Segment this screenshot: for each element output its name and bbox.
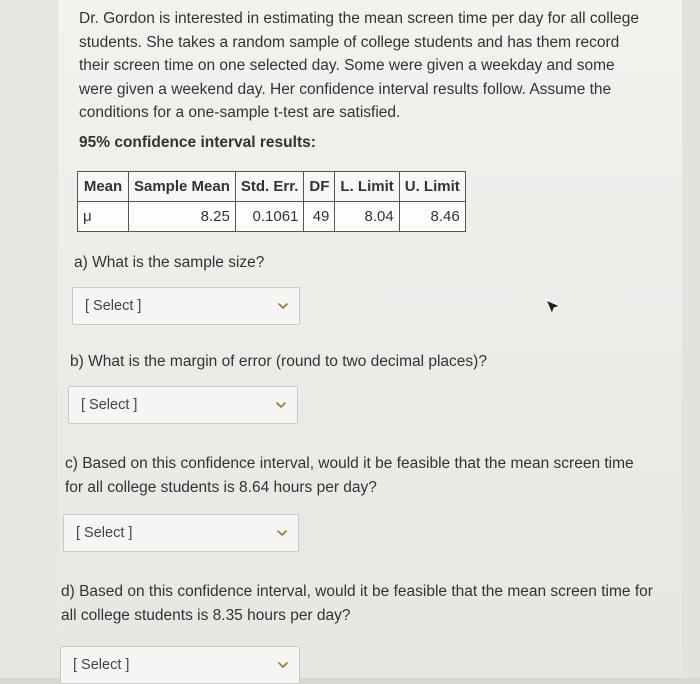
header-std-err: Std. Err. [235, 172, 304, 202]
select-question-d[interactable] [60, 646, 300, 684]
chevron-down-icon [276, 528, 288, 538]
select-b-label: [ Select ] [81, 397, 138, 413]
mouse-cursor-icon [543, 297, 563, 317]
chevron-down-icon [277, 301, 289, 311]
select-a-label: [ Select ] [85, 298, 142, 314]
cell-l-limit: 8.04 [335, 202, 399, 232]
cell-mean-symbol: μ [78, 202, 129, 232]
chevron-down-icon [277, 660, 289, 670]
select-question-a[interactable] [72, 287, 300, 325]
select-c-label: [ Select ] [76, 525, 133, 541]
header-l-limit: L. Limit [335, 172, 399, 202]
header-sample-mean: Sample Mean [129, 172, 236, 202]
select-d-label: [ Select ] [73, 657, 130, 673]
cell-sample-mean: 8.25 [129, 202, 236, 232]
select-question-b[interactable] [68, 386, 298, 424]
header-u-limit: U. Limit [399, 172, 465, 202]
header-df: DF [304, 172, 335, 202]
problem-intro: Dr. Gordon is interested in estimating the mean screen time per day for all college students. She takes a random sample of college students and has them record their screen time on one selected day. Some were given a weekday and some were given a weekend day. Her confidence interval results follow. Assume the conditions for a one-sample t-test are satisfied. [79, 10, 639, 121]
question-a: a) What is the sample size? [74, 254, 265, 271]
ci-results-table [77, 171, 466, 232]
cell-u-limit: 8.46 [399, 202, 465, 232]
table-header-row [78, 172, 466, 202]
question-d: d) Based on this confidence interval, would it be feasible that the mean screen time for all college students is 8.35 hours per day? [61, 583, 653, 624]
question-b: b) What is the margin of error (round to two decimal places)? [70, 353, 487, 370]
cell-std-err: 0.1061 [235, 202, 304, 232]
select-question-c[interactable] [63, 514, 299, 552]
header-mean: Mean [78, 172, 129, 202]
chevron-down-icon [275, 400, 287, 410]
cell-df: 49 [304, 202, 335, 232]
question-c: c) Based on this confidence interval, would it be feasible that the mean screen time for all college students is 8.64 hours per day? [65, 455, 634, 496]
ci-results-title: 95% confidence interval results: [79, 134, 316, 151]
table-row [78, 202, 466, 232]
